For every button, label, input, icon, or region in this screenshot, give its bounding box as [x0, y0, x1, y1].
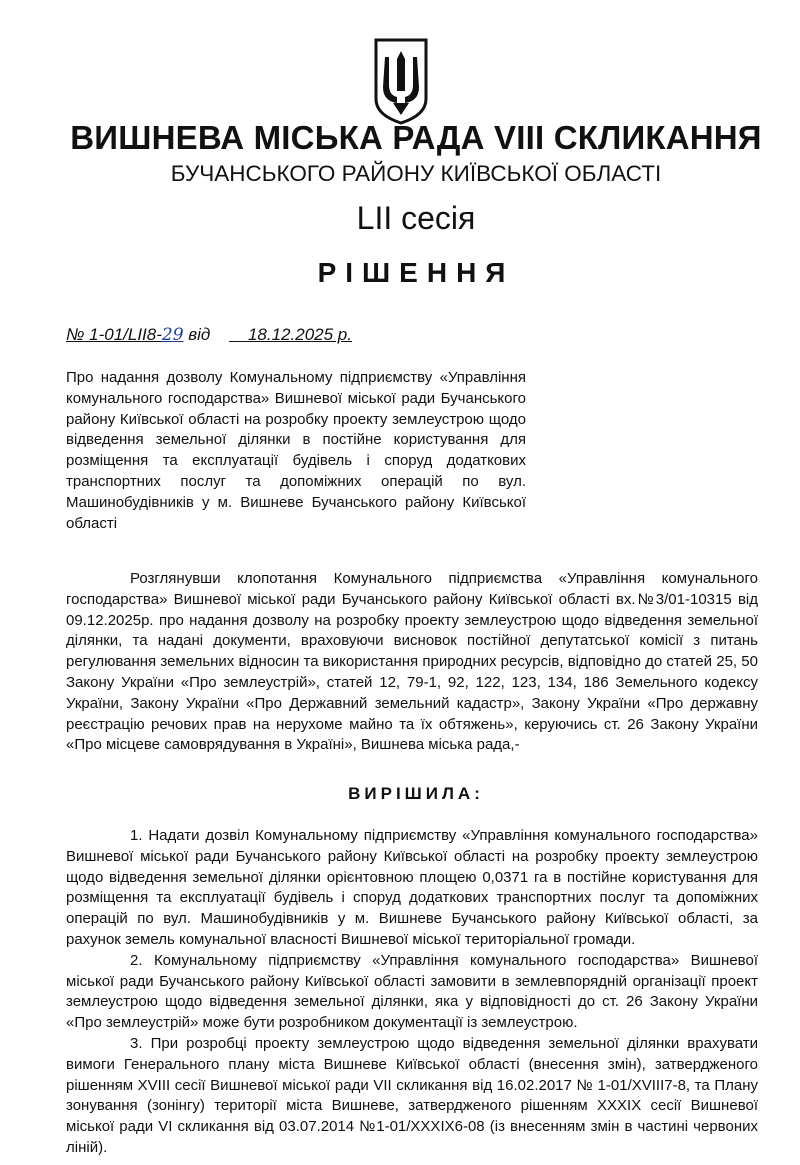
council-title: ВИШНЕВА МІСЬКА РАДА VIII СКЛИКАННЯ	[70, 119, 762, 156]
preamble	[66, 569, 758, 756]
preamble-text: Розглянувши клопотання Комунального підприємства «Управління комунального господарства» Вишневої міської ради Бучанського району Київської області вх.№3/01-10315 від 09.12.2025р. про надання дозволу на розробку проекту землеустрою щодо відведення земельної ділянки, та надані документи, враховуючи висновок постійної депутатської комісії з питань регулювання земельних відносин та використання природних ресурсів, відповідно до статей 25, 50 Закону України «Про землеустрій», статей 12, 79-1, 92, 122, 123, 134, 186 Земельного кодексу України, Закону України «Про Державний земельний кадастр», Закону України «Про державну реєстрацію речових прав на нерухоме майно та їх обтяжень», керуючись ст. 26 Закону України «Про місцеве самоврядування в Україні», Вишнева міська рада,-	[66, 570, 758, 754]
decision-item: 2. Комунальному підприємству «Управління комунального господарства» Вишневої міської ради Бучанського району Київської області замовити в землевпорядній організації проект землеустрою щодо відведення земельної ділянки, яка у відповідності до ст. 26 Закону України «Про землеустрій» може бути розробником документації із землеустрою.	[66, 951, 758, 1032]
decision-number: № 1-01/LII8-	[66, 325, 162, 344]
decision-subject: Про надання дозволу Комунальному підприємству «Управління комунального господарства» Вишневої міської ради Бучанського району Київської області на розробку проекту землеустрою щодо відведення земельної ділянки в постійне користування для розміщення та експлуатації будівель і споруд додаткових транспортних послуг та допоміжних операцій по вул. Машинобудівників у м. Вишневе Бучанського району Київської області	[66, 369, 526, 532]
decision-items	[66, 826, 758, 1159]
decision-number-line	[66, 324, 352, 346]
decision-item: 3. При розробці проекту землеустрою щодо відведення земельної ділянки врахувати вимоги Генерального плану міста Вишневе Київської області (внесення змін), затвердженого рішенням XVIII сесії Вишневої міської ради VII скликання від 16.02.2017 № 1-01/XVIII7-8, та Плану зонування (зонінгу) території міста Вишневе, затвердженого рішенням XXXIX сесії Вишневої міської ради VI скликання від 03.07.2014 №1-01/XXXIX6-08 (із внесенням змін в частині червоних ліній).	[66, 1034, 758, 1156]
district-title: БУЧАНСЬКОГО РАЙОНУ КИЇВСЬКОЇ ОБЛАСТІ	[170, 161, 662, 186]
decision-date: 18.12.2025 р.	[247, 325, 352, 344]
handwritten-number: 29	[161, 325, 184, 345]
coat-of-arms-icon	[371, 37, 431, 125]
decision-heading: РІШЕННЯ	[317, 257, 515, 288]
decision-item: 1. Надати дозвіл Комунальному підприємству «Управління комунального господарства» Вишневої міської ради Бучанського району Київської області на розробку проекту землеустрою щодо відведення земельної ділянки орієнтовною площею 0,0371 га в постійне користування для розміщення та експлуатації будівель і споруд додаткових транспортних послуг та допоміжних операцій по вул. Машинобудівників у м. Вишневе Бучанського району Київської області, за рахунок земель комунальної власності Вишневої міської територіальної громади.	[66, 827, 758, 948]
session-title: LII сесія	[356, 200, 476, 236]
from-label: від	[188, 325, 211, 344]
resolved-heading: ВИРІШИЛА:	[348, 784, 484, 803]
